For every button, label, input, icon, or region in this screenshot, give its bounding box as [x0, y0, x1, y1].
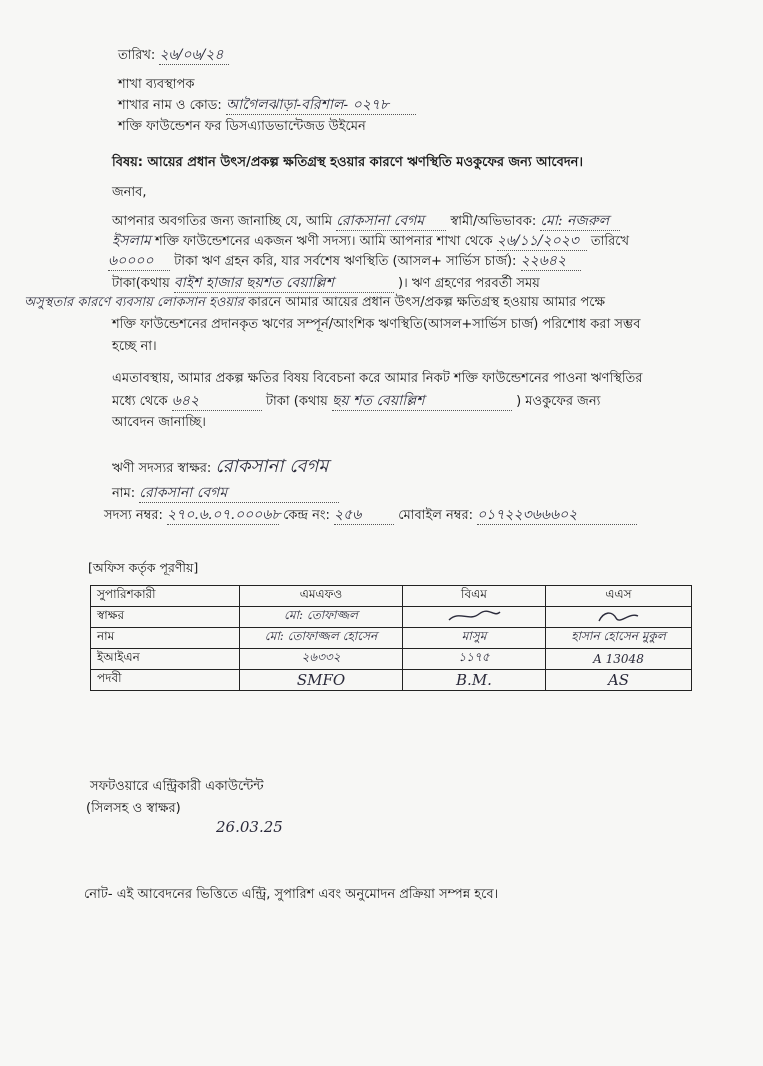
date-value: ২৬/০৬/২৪ [159, 46, 229, 65]
salutation: জনাব, [112, 185, 147, 200]
loan-balance: ২২৬৪২ [521, 252, 581, 271]
member-ids-line [104, 506, 637, 525]
header-as: এএস [546, 586, 692, 607]
branch-label: শাখার নাম ও কোড: [118, 98, 222, 113]
body-text: আপনার অবগতির জন্য জানাচ্ছি যে, আমি [112, 214, 333, 229]
body-line [112, 392, 600, 411]
body-line: শক্তি ফাউন্ডেশনের প্রদানকৃত ঋণের সম্পূর্ন/আংশিক ঋণস্থিতি(আসল+সার্ভিস চার্জ) পরিশোধ করা সম্ভব [112, 317, 641, 332]
center-no: ২৫৬ [334, 506, 394, 525]
organization-name: শক্তি ফাউন্ডেশন ফর ডিসএ্যাডভান্টেজড উইমেন [118, 119, 366, 134]
row-label: স্বাক্ষর [91, 607, 240, 628]
body-text: টাকা ঋণ গ্রহন করি, যার সর্বশেষ ঋণস্থিতি (আসল+ সার্ভিস চার্জ): [174, 254, 517, 269]
row-label: নাম [91, 628, 240, 649]
as-signature [546, 607, 692, 628]
office-section-title: [অফিস কর্তৃক পূরণীয়] [88, 560, 199, 575]
accountant-signature-date: 26.03.25 [216, 818, 283, 836]
bm-signature [403, 607, 546, 628]
signature-mark [444, 608, 504, 624]
body-line: এমতাবস্থায়, আমার প্রকল্প ক্ষতির বিষয় বিবেচনা করে আমার নিকট শক্তি ফাউন্ডেশনের পাওনা ঋণস্থিতির [112, 371, 643, 386]
body-text: টাকা(কথায় [112, 276, 170, 291]
member-name-line [112, 484, 339, 503]
body-line: হচ্ছে না। [112, 339, 157, 354]
office-table [90, 585, 692, 691]
applicant-name: রোকসানা বেগম [336, 212, 446, 231]
date-label: তারিখ: [118, 48, 156, 63]
subject-label: বিষয়: [112, 155, 143, 170]
member-no: ২৭০.৬.০৭.০০০৬৮ [167, 507, 281, 523]
mfo-ein: ২৬৩৩২ [240, 649, 403, 670]
balance-in-words: বাইশ হাজার ছয়শত বেয়াল্লিশ [174, 274, 394, 293]
recipient-title: শাখা ব্যবস্থাপক [118, 77, 195, 92]
guardian-name-cont: ইসলাম [112, 233, 151, 249]
table-row [91, 670, 692, 691]
loan-date: ২৬/১১/২০২৩ [497, 232, 587, 251]
mfo-signature: মো: তোফাজ্জল [240, 607, 403, 628]
table-row [91, 628, 692, 649]
accountant-title: সফটওয়ারে এন্ট্রিকারী একাউন্টেন্ট [90, 779, 264, 794]
member-signature: রোকসানা বেগম [215, 456, 329, 477]
bm-designation: B.M. [403, 670, 546, 691]
body-line [112, 274, 540, 293]
header-mfo: এমএফও [240, 586, 403, 607]
center-label: কেন্দ্র নং: [283, 508, 330, 523]
body-line [108, 252, 581, 271]
body-text: টাকা (কথায় [265, 394, 328, 409]
signature-mark [594, 608, 644, 624]
member-no-label: সদস্য নম্বর: [104, 508, 163, 523]
date-line [118, 46, 229, 65]
member-name-label: নাম: [112, 486, 136, 501]
member-name: রোকসানা বেগম [139, 484, 339, 503]
body-line [112, 212, 620, 231]
table-row [91, 607, 692, 628]
body-text: ) মওকুফের জন্য [516, 394, 601, 409]
guardian-label: স্বামী/অভিভাবক: [450, 214, 537, 229]
bm-ein: ১১৭৫ [403, 649, 546, 670]
row-label: ইআইএন [91, 649, 240, 670]
mfo-name: মো: তোফাজ্জল হোসেন [240, 628, 403, 649]
body-text: কারনে আমার আয়ের প্রধান উৎস/প্রকল্প ক্ষতিগ্রস্থ হওয়ায় আমার পক্ষে [248, 295, 605, 310]
body-text: )। ঋণ গ্রহণের পরবর্তী সময় [398, 276, 540, 291]
bm-name: মাসুম [403, 628, 546, 649]
member-signature-label: ঋণী সদস্যর স্বাক্ষর: [112, 461, 212, 476]
branch-line [118, 96, 416, 115]
waiver-amount: ৬৪২ [172, 392, 262, 411]
table-row [91, 649, 692, 670]
mfo-designation: SMFO [240, 670, 403, 691]
mobile-label: মোবাইল নম্বর: [398, 508, 473, 523]
body-text: শক্তি ফাউন্ডেশনের একজন ঋণী সদস্য। আমি আপনার শাখা থেকে [154, 234, 493, 249]
subject-text: আয়ের প্রধান উৎস/প্রকল্প ক্ষতিগ্রস্থ হওয়ার কারণে ঋণস্থিতি মওকুফের জন্য আবেদন। [147, 155, 584, 170]
member-signature-line [112, 458, 328, 478]
table-header-row [91, 586, 692, 607]
accountant-seal-label: (সিলসহ ও স্বাক্ষর) [86, 801, 181, 816]
body-line [24, 294, 605, 312]
body-text: তারিখে [590, 234, 629, 249]
mobile-no: ০১৭২২৩৬৬৬০২ [477, 506, 637, 525]
subject-line [112, 154, 583, 172]
waiver-in-words: ছয় শত বেয়াল্লিশ [332, 392, 512, 411]
as-name: হাসান হোসেন মুকুল [546, 628, 692, 649]
header-bm: বিএম [403, 586, 546, 607]
body-line [112, 232, 629, 251]
footer-note: নোট- এই আবেদনের ভিত্তিতে এন্ট্রি, সুপারিশ এবং অনুমোদন প্রক্রিয়া সম্পন্ন হবে। [84, 887, 499, 902]
as-ein: A 13048 [546, 649, 692, 670]
branch-value: আগৈলঝাড়া-বরিশাল- ০২৭৮ [226, 96, 416, 115]
guardian-name: মো: নজরুল [540, 212, 620, 231]
row-label: পদবী [91, 670, 240, 691]
loan-amount: ৬০০০০ [108, 252, 170, 271]
header-recommender: সুপারিশকারী [91, 586, 240, 607]
as-designation: AS [546, 670, 692, 691]
loss-cause: অসুস্থতার কারণে ব্যবসায় লোকসান হওয়ার [24, 295, 244, 310]
body-text: মধ্যে থেকে [112, 394, 168, 409]
body-line: আবেদন জানাচ্ছি। [112, 415, 206, 430]
